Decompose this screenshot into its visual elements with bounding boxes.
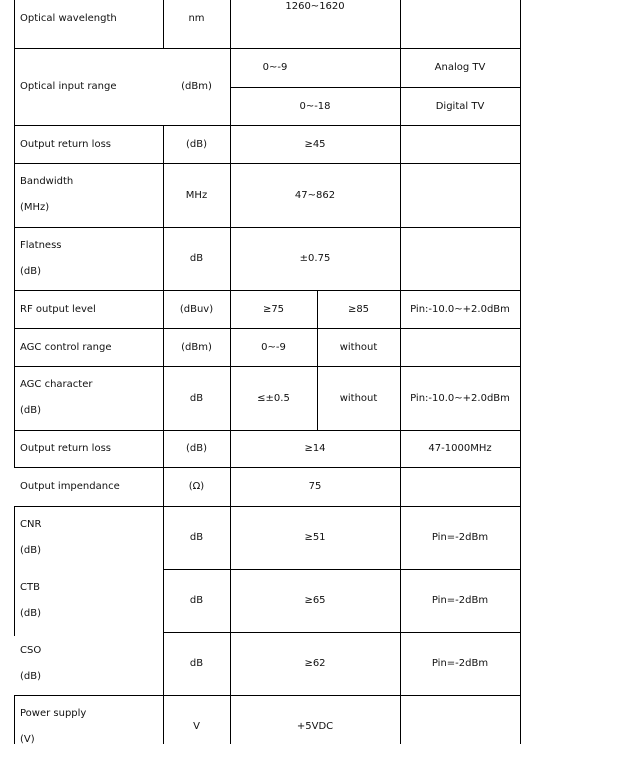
value-output-impedance: 75 [308, 481, 322, 492]
col-divider [520, 0, 521, 744]
unit-optical-input-range: (dBm) [181, 81, 212, 92]
param-output-impedance: Output impendance [20, 481, 120, 492]
param-bandwidth-unit: (MHz) [20, 202, 50, 213]
unit-output-return-loss: (dB) [185, 138, 207, 150]
note-agc-character: Pin:-10.0~+2.0dBm [410, 392, 510, 404]
value-rf-output-level-b: ≥85 [347, 303, 370, 315]
param-optical-wavelength: Optical wavelength [20, 12, 117, 24]
value-output-return-loss-2: ≥14 [304, 443, 326, 454]
param-cnr-label: CNR [20, 518, 42, 530]
unit-output-impedance: (Ω) [188, 481, 205, 492]
value-optical-input-analog: 0~-9 [262, 62, 288, 73]
unit-output-return-loss-2: (dB) [185, 443, 207, 454]
note-cnr: Pin=-2dBm [431, 532, 489, 543]
note-rf-output-level: Pin:-10.0~+2.0dBm [410, 303, 510, 315]
param-agc-control-range: AGC control range [20, 341, 112, 353]
unit-optical-wavelength: nm [188, 12, 205, 24]
value-output-return-loss: ≥45 [304, 138, 326, 150]
value-cnr: ≥51 [304, 532, 326, 543]
unit-rf-output-level: (dBuv) [179, 303, 214, 315]
value-power-supply: +5VDC [296, 721, 334, 732]
note-cso: Pin=-2dBm [431, 658, 489, 669]
note-digital-tv: Digital TV [435, 100, 485, 112]
param-agc-character [14, 366, 163, 430]
note-output-return-loss-2: 47-1000MHz [428, 443, 492, 454]
value-agc-character-a: ≤±0.5 [257, 392, 290, 404]
value-bandwidth: 47~862 [294, 189, 336, 201]
param-agc-character-unit: (dB) [20, 405, 42, 416]
param-output-return-loss: Output return loss [20, 138, 111, 150]
note-ctb: Pin=-2dBm [431, 595, 489, 606]
param-ctb-unit: (dB) [20, 607, 42, 619]
unit-bandwidth: MHz [185, 189, 208, 201]
unit-flatness: dB [189, 253, 204, 264]
note-analog-tv: Analog TV [434, 62, 486, 73]
value-rf-output-level-a: ≥75 [262, 303, 285, 315]
unit-cnr: dB [189, 532, 204, 543]
param-power-supply [14, 695, 163, 744]
param-rf-output-level: RF output level [20, 303, 96, 315]
unit-power-supply: V [193, 721, 200, 732]
param-ctb [14, 569, 163, 632]
param-bandwidth-label: Bandwidth [20, 176, 74, 187]
param-cso [14, 632, 163, 695]
param-flatness-unit: (dB) [20, 265, 42, 277]
param-output-return-loss-2: Output return loss [20, 443, 111, 454]
unit-agc-character: dB [189, 392, 204, 404]
unit-ctb: dB [189, 595, 204, 606]
param-ctb-label: CTB [20, 581, 40, 593]
unit-agc-control-range: (dBm) [181, 341, 212, 353]
value-flatness: ±0.75 [299, 253, 331, 264]
value-cso: ≥62 [304, 658, 326, 669]
param-bandwidth [14, 163, 163, 227]
param-flatness [14, 227, 163, 290]
param-power-supply-label: Power supply [20, 708, 87, 719]
param-cnr-unit: (dB) [20, 544, 42, 556]
param-cso-label: CSO [20, 644, 42, 656]
param-cso-unit: (dB) [20, 670, 42, 682]
value-agc-character-b: without [339, 392, 378, 404]
value-optical-input-digital: 0~-18 [299, 100, 331, 112]
unit-cso: dB [189, 658, 204, 669]
value-agc-control-range-b: without [339, 341, 378, 353]
param-flatness-label: Flatness [20, 239, 62, 251]
value-optical-wavelength: 1260~1620 [285, 0, 345, 12]
param-optical-input-range: Optical input range [20, 81, 117, 92]
param-power-supply-unit: (V) [20, 734, 35, 745]
param-cnr [14, 506, 163, 569]
param-agc-character-label: AGC character [20, 379, 93, 390]
value-ctb: ≥65 [304, 595, 326, 606]
value-agc-control-range-a: 0~-9 [261, 341, 286, 353]
